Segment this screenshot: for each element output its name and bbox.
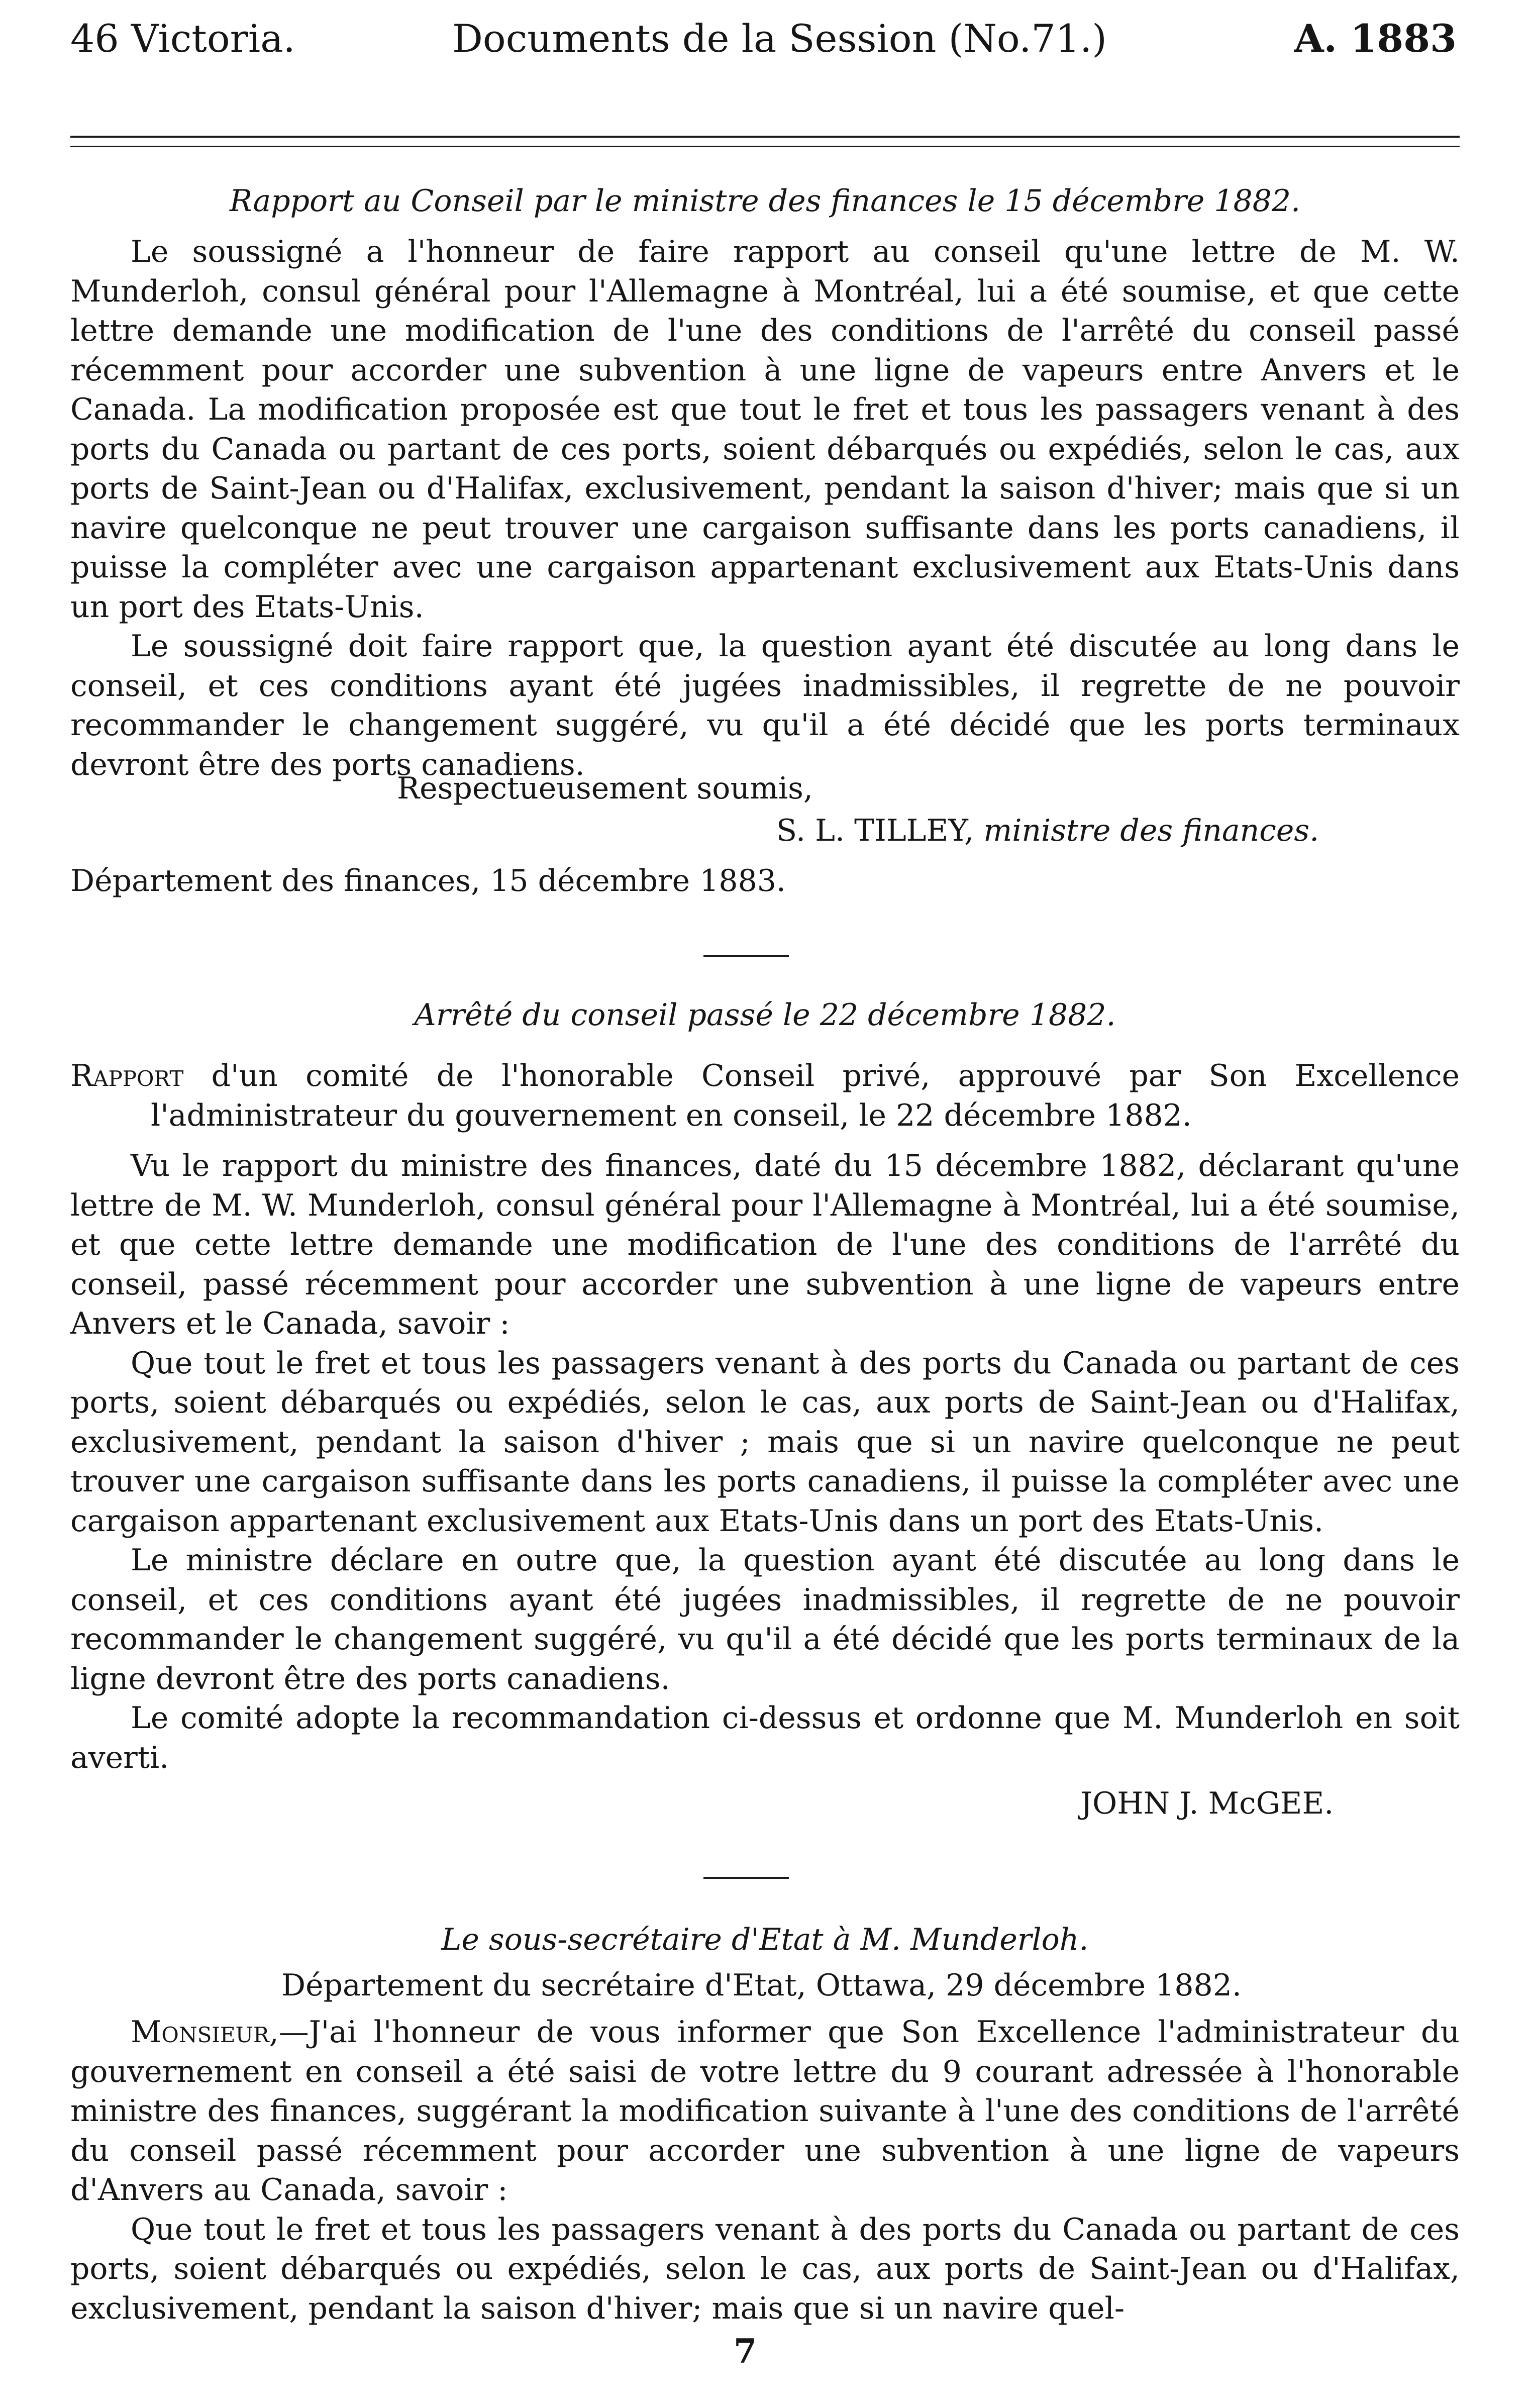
- section1-date-line: Département des finances, 15 décembre 1883.: [70, 863, 786, 898]
- section3-paragraph-2: Que tout le fret et tous les passagers venant à des ports du Canada ou partant de ces ports, soient débarqués ou expédiés, selon le cas, aux ports de Saint-Jean ou d'Halifax, exclusivement, pendant la saison d'hiver; mais que si un navire quel-: [70, 2212, 1460, 2326]
- section2-paragraph-3: Le ministre déclare en outre que, la question ayant été discutée au long dans le conseil, et ces conditions ayant été jugées inadmissibles, il regrette de ne pouvoir recommander le changement suggéré, vu qu'il a été décidé que les ports terminaux de la ligne devront être des ports canadiens.: [70, 1543, 1460, 1696]
- section2-title: Arrêté du conseil passé le 22 décembre 1882.: [414, 997, 1116, 1033]
- section2-rapport-lead: Rapport: [70, 1058, 184, 1093]
- section2-paragraph-4: Le comité adopte la recommandation ci-dessus et ordonne que M. Munderloh en soit averti.: [70, 1700, 1460, 1775]
- section2-paragraph-1: Vu le rapport du ministre des finances, daté du 15 décembre 1882, déclarant qu'une lettre de M. W. Munderloh, consul général pour l'Allemagne à Montréal, lui a été soumise, et que cette lettre demande une modification de l'une des conditions de l'arrêté du conseil, passé récemment pour accorder une subvention à une ligne de vapeurs entre Anvers et le Canada, savoir :: [70, 1148, 1460, 1341]
- section2-paragraph-2: Que tout le fret et tous les passagers venant à des ports du Canada ou partant de ces ports, soient débarqués ou expédiés, selon le cas, aux ports de Saint-Jean ou d'Halifax, exclusivement, pendant la saison d'hiver ; mais que si un navire quelconque ne peut trouver une cargaison suffisante dans les ports canadiens, il puisse la compléter avec une cargaison appartenant exclusivement aux Etats-Unis dans un port des Etats-Unis.: [70, 1345, 1460, 1539]
- section-divider-2: [703, 1877, 789, 1879]
- section1-closing: Respectueusement soumis,: [397, 771, 813, 806]
- section3-department-line: Département du secrétaire d'Etat, Ottawa, 29 décembre 1882.: [281, 1968, 1242, 2003]
- section1-paragraph-2: Le soussigné doit faire rapport que, la question ayant été discutée au long dans le conseil, et ces conditions ayant été jugées inadmissibles, il regrette de ne pouvoir recommander le changement suggéré, vu qu'il a été décidé que les ports terminaux devront être des ports canadiens.: [70, 629, 1460, 782]
- section1-signature-title: ministre des finances.: [983, 813, 1319, 848]
- section1-body: [70, 232, 1460, 784]
- section1-signature-name: S. L. TILLEY,: [776, 813, 974, 848]
- section3-body: [70, 2013, 1460, 2328]
- section2-body: [70, 1056, 1460, 1777]
- section3-title: Le sous-secrétaire d'Etat à M. Munderloh.: [441, 1922, 1089, 1957]
- section1-title: Rapport au Conseil par le ministre des finances le 15 décembre 1882.: [229, 183, 1301, 219]
- page-number: 7: [734, 2332, 757, 2371]
- section-divider-1: [703, 955, 789, 957]
- header-double-rule: [70, 136, 1460, 147]
- header-volume: 46 Victoria.: [70, 16, 295, 61]
- section2-rapport-paragraph: [70, 1056, 1460, 1135]
- section2-rapport-rest: d'un comité de l'honorable Conseil privé, approuvé par Son Excellence l'administrateur du gouvernement en conseil, le 22 décembre 1882.: [151, 1058, 1460, 1133]
- section3-paragraph-1: [70, 2013, 1460, 2210]
- section3-paragraph-1-text: —J'ai l'honneur de vous informer que Son Excellence l'administrateur du gouvernement en conseil a été saisi de votre lettre du 9 courant adressée à l'honorable ministre des finances, suggérant la modification suivante à l'une des conditions de l'arrêté du conseil passé récemment pour accorder une subvention à une ligne de vapeurs d'Anvers au Canada, savoir :: [70, 2015, 1460, 2208]
- section3-salutation: Monsieur,: [131, 2015, 279, 2050]
- header-title: Documents de la Session (No.71.): [452, 16, 1107, 61]
- section2-signature: JOHN J. McGEE.: [1080, 1786, 1334, 1821]
- section1-signature: [776, 811, 1319, 850]
- section1-paragraph-1: Le soussigné a l'honneur de faire rapport au conseil qu'une lettre de M. W. Munderloh, consul général pour l'Allemagne à Montréal, lui a été soumise, et que cette lettre demande une modification de l'une des conditions de l'arrêté du conseil passé récemment pour accorder une subvention à une ligne de vapeurs entre Anvers et le Canada. La modification proposée est que tout le fret et tous les passagers venant à des ports du Canada ou partant de ces ports, soient débarqués ou expédiés, selon le cas, aux ports de Saint-Jean ou d'Halifax, exclusivement, pendant la saison d'hiver; mais que si un navire quelconque ne peut trouver une cargaison suffisante dans les ports canadiens, il puisse la compléter avec une cargaison appartenant exclusivement aux Etats-Unis dans un port des Etats-Unis.: [70, 234, 1460, 625]
- header-year: A. 1883: [1294, 16, 1457, 61]
